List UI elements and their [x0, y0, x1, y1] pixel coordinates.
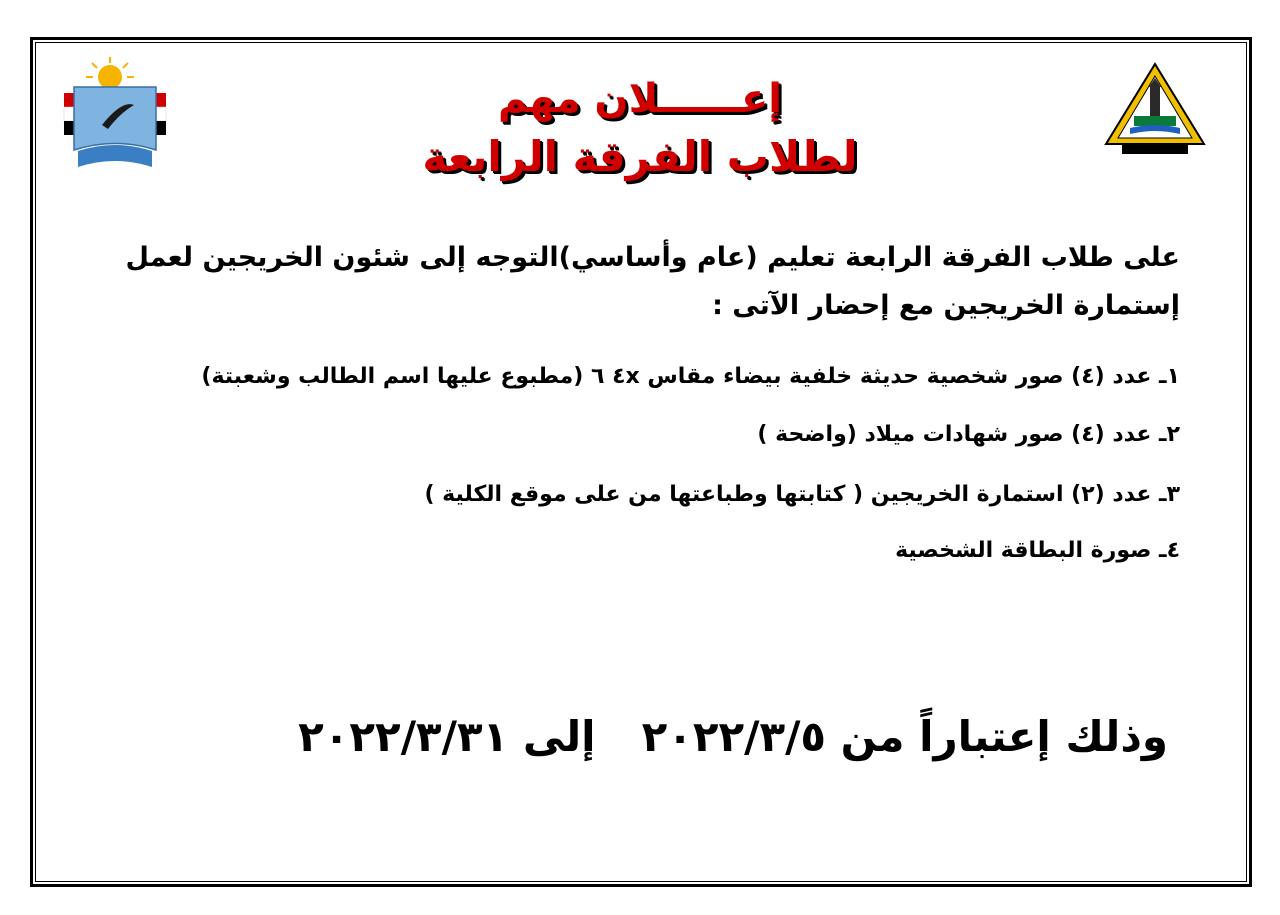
intro-line-1: على طلاب الفرقة الرابعة تعليم (عام وأساسي)التوجه إلى شئون الخريجين لعمل — [125, 242, 1180, 273]
sun-icon — [86, 57, 134, 89]
requirement-item-3: ٣ـ عدد (٢) استمارة الخريجين ( كتابتها وطباعتها من على موقع الكلية ) — [424, 482, 1180, 507]
date-range-start: وذلك إعتباراً من ٢٠٢٢/٣/٥ — [641, 712, 1168, 761]
date-range-line — [298, 712, 1168, 761]
requirement-item-2: ٢ـ عدد (٤) صور شهادات ميلاد (واضحة ) — [757, 422, 1180, 447]
intro-line-2: إستمارة الخريجين مع إحضار الآتى : — [712, 290, 1180, 321]
book-icon — [78, 145, 152, 167]
requirement-item-4: ٤ـ صورة البطاقة الشخصية — [895, 538, 1180, 563]
announcement-title: إعــــــلان مهم — [497, 76, 783, 122]
date-range-end: إلى ٢٠٢٢/٣/٣١ — [298, 712, 596, 761]
benha-university-logo — [1100, 60, 1210, 160]
requirement-item-1: ١ـ عدد (٤) صور شخصية حديثة خلفية بيضاء مقاس ٤x ٦ (مطبوع عليها اسم الطالب وشعبتة) — [201, 364, 1180, 389]
faculty-of-education-logo — [62, 55, 172, 175]
announcement-subtitle: لطلاب الفرقة الرابعة — [422, 132, 858, 181]
